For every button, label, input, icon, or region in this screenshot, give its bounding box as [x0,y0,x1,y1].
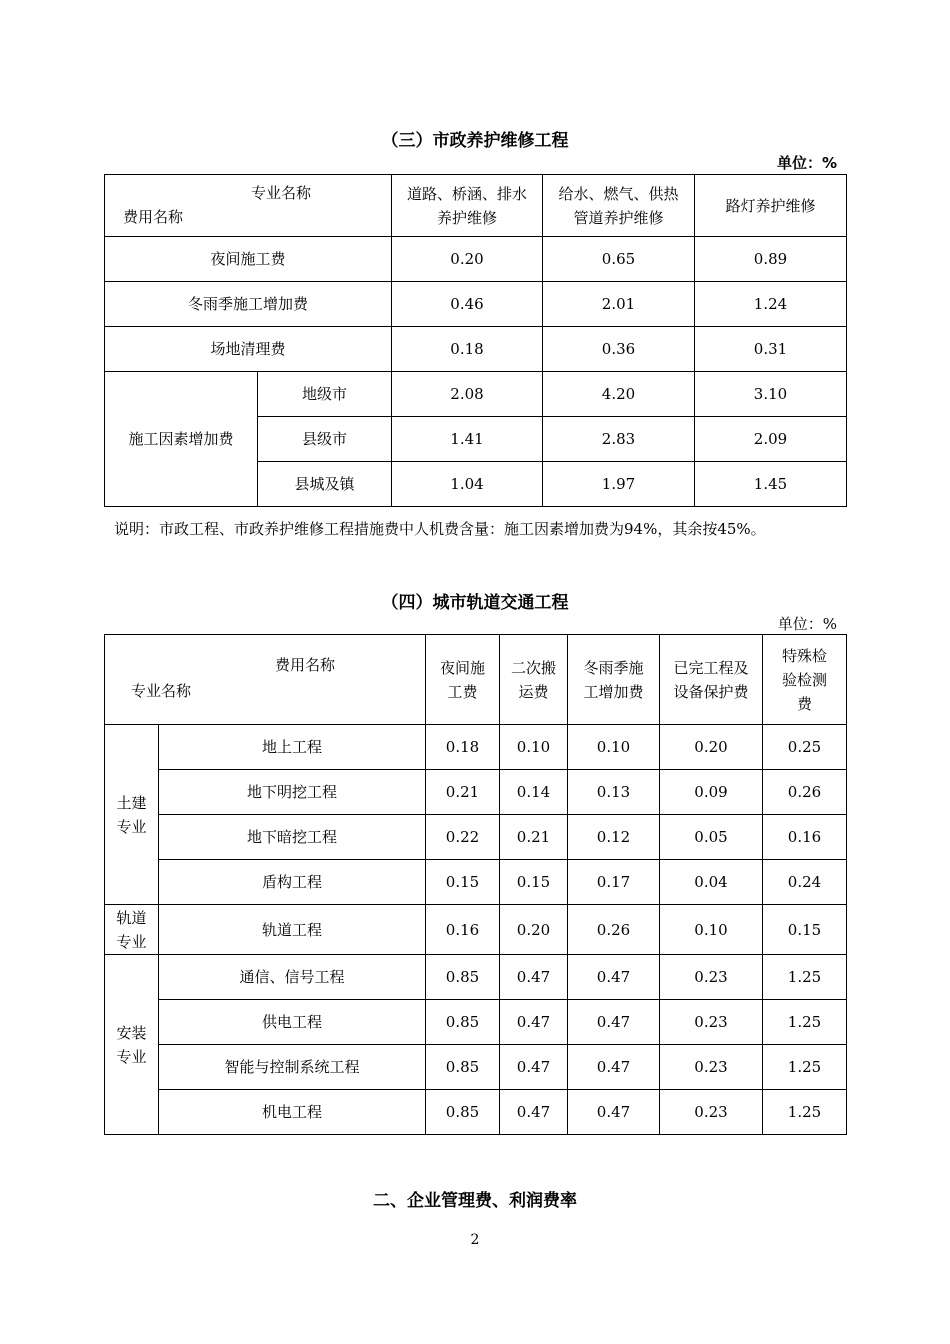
row-label: 智能与控制系统工程 [159,1045,426,1090]
group-label: 轨道 专业 [105,905,159,955]
table4-diag-top: 费用名称 [275,656,336,674]
cell-value: 0.10 [500,725,568,770]
cell-value: 1.04 [392,462,543,507]
cell-value: 0.85 [426,1000,500,1045]
table4-diag-bottom: 专业名称 [131,682,192,700]
row-label: 盾构工程 [159,860,426,905]
table-row [105,905,847,955]
cell-value: 0.47 [500,955,568,1000]
group-label: 安装 专业 [105,955,159,1135]
table-row [105,282,847,327]
table4-title: （四）城市轨道交通工程 [381,593,569,613]
cell-value: 1.41 [392,417,543,462]
table4-header-corner [105,635,426,725]
table-row [105,327,847,372]
cell-value: 0.85 [426,1090,500,1135]
table3-header-row [105,175,847,237]
cell-value: 0.10 [568,725,660,770]
section2-heading: 二、企业管理费、利润费率 [373,1191,577,1211]
cell-value: 1.45 [695,462,847,507]
row-label: 县城及镇 [258,462,392,507]
table3-unit: 单位：% [776,154,837,172]
table3-note: 说明：市政工程、市政养护维修工程措施费中人机费含量：施工因素增加费为94%，其余按45%。 [114,520,766,538]
cell-value: 2.83 [543,417,695,462]
cell-value: 0.21 [426,770,500,815]
cell-value: 0.14 [500,770,568,815]
group-label: 土建 专业 [105,725,159,905]
cell-value: 0.09 [660,770,763,815]
row-label: 机电工程 [159,1090,426,1135]
cell-value: 1.25 [763,1045,847,1090]
table-row [105,372,847,417]
table-row [105,1000,847,1045]
table4-col-header-4: 已完工程及 设备保护费 [660,635,763,725]
row-label: 轨道工程 [159,905,426,955]
cell-value: 0.22 [426,815,500,860]
row-label: 地上工程 [159,725,426,770]
cell-value: 0.23 [660,955,763,1000]
table3-diag-top: 专业名称 [251,184,312,202]
cell-value: 1.25 [763,1000,847,1045]
cell-value: 0.26 [763,770,847,815]
cell-value: 0.20 [660,725,763,770]
row-label: 县级市 [258,417,392,462]
cell-value: 0.16 [426,905,500,955]
page-number: 2 [470,1232,480,1248]
table4-col-header-5: 特殊检 验检测 费 [763,635,847,725]
cell-value: 0.23 [660,1000,763,1045]
cell-value: 0.20 [500,905,568,955]
cell-value: 0.23 [660,1090,763,1135]
cell-value: 1.25 [763,955,847,1000]
cell-value: 2.09 [695,417,847,462]
table3-col-header-2: 给水、燃气、供热 管道养护维修 [543,175,695,237]
table4-col-header-2: 二次搬 运费 [500,635,568,725]
cell-value: 0.47 [568,1000,660,1045]
cell-value: 2.01 [543,282,695,327]
table4 [104,634,847,1135]
cell-value: 0.25 [763,725,847,770]
cell-value: 0.47 [568,1045,660,1090]
table3 [104,174,847,507]
cell-value: 0.15 [426,860,500,905]
table-row [105,237,847,282]
cell-value: 0.21 [500,815,568,860]
cell-value: 0.15 [500,860,568,905]
cell-value: 0.24 [763,860,847,905]
cell-value: 0.12 [568,815,660,860]
cell-value: 0.18 [426,725,500,770]
table-row [105,770,847,815]
cell-value: 0.15 [763,905,847,955]
table4-header-row [105,635,847,725]
table-row [105,955,847,1000]
cell-value: 0.04 [660,860,763,905]
cell-value: 0.47 [500,1045,568,1090]
row-label: 冬雨季施工增加费 [105,282,392,327]
cell-value: 0.23 [660,1045,763,1090]
table3-col-header-1: 道路、桥涵、排水 养护维修 [392,175,543,237]
cell-value: 4.20 [543,372,695,417]
table-row [105,1045,847,1090]
cell-value: 0.47 [568,1090,660,1135]
group-label: 施工因素增加费 [105,372,258,507]
cell-value: 0.47 [568,955,660,1000]
table4-col-header-1: 夜间施 工费 [426,635,500,725]
cell-value: 0.17 [568,860,660,905]
cell-value: 0.65 [543,237,695,282]
cell-value: 0.36 [543,327,695,372]
cell-value: 1.24 [695,282,847,327]
row-label: 通信、信号工程 [159,955,426,1000]
row-label: 夜间施工费 [105,237,392,282]
table-row [105,815,847,860]
cell-value: 1.25 [763,1090,847,1135]
table-row [105,725,847,770]
row-label: 地级市 [258,372,392,417]
cell-value: 0.31 [695,327,847,372]
table3-title: （三）市政养护维修工程 [381,131,569,151]
cell-value: 0.47 [500,1090,568,1135]
row-label: 地下暗挖工程 [159,815,426,860]
cell-value: 2.08 [392,372,543,417]
cell-value: 0.47 [500,1000,568,1045]
table4-unit: 单位：% [777,615,837,633]
cell-value: 0.89 [695,237,847,282]
cell-value: 0.13 [568,770,660,815]
cell-value: 3.10 [695,372,847,417]
table-row [105,1090,847,1135]
table4-col-header-3: 冬雨季施 工增加费 [568,635,660,725]
row-label: 供电工程 [159,1000,426,1045]
cell-value: 0.46 [392,282,543,327]
table3-col-header-3: 路灯养护维修 [695,175,847,237]
cell-value: 0.10 [660,905,763,955]
cell-value: 0.85 [426,955,500,1000]
cell-value: 0.18 [392,327,543,372]
row-label: 地下明挖工程 [159,770,426,815]
table-row [105,860,847,905]
cell-value: 1.97 [543,462,695,507]
cell-value: 0.85 [426,1045,500,1090]
cell-value: 0.20 [392,237,543,282]
table3-diag-bottom: 费用名称 [123,208,184,226]
cell-value: 0.05 [660,815,763,860]
cell-value: 0.16 [763,815,847,860]
cell-value: 0.26 [568,905,660,955]
table3-header-corner [105,175,392,237]
row-label: 场地清理费 [105,327,392,372]
